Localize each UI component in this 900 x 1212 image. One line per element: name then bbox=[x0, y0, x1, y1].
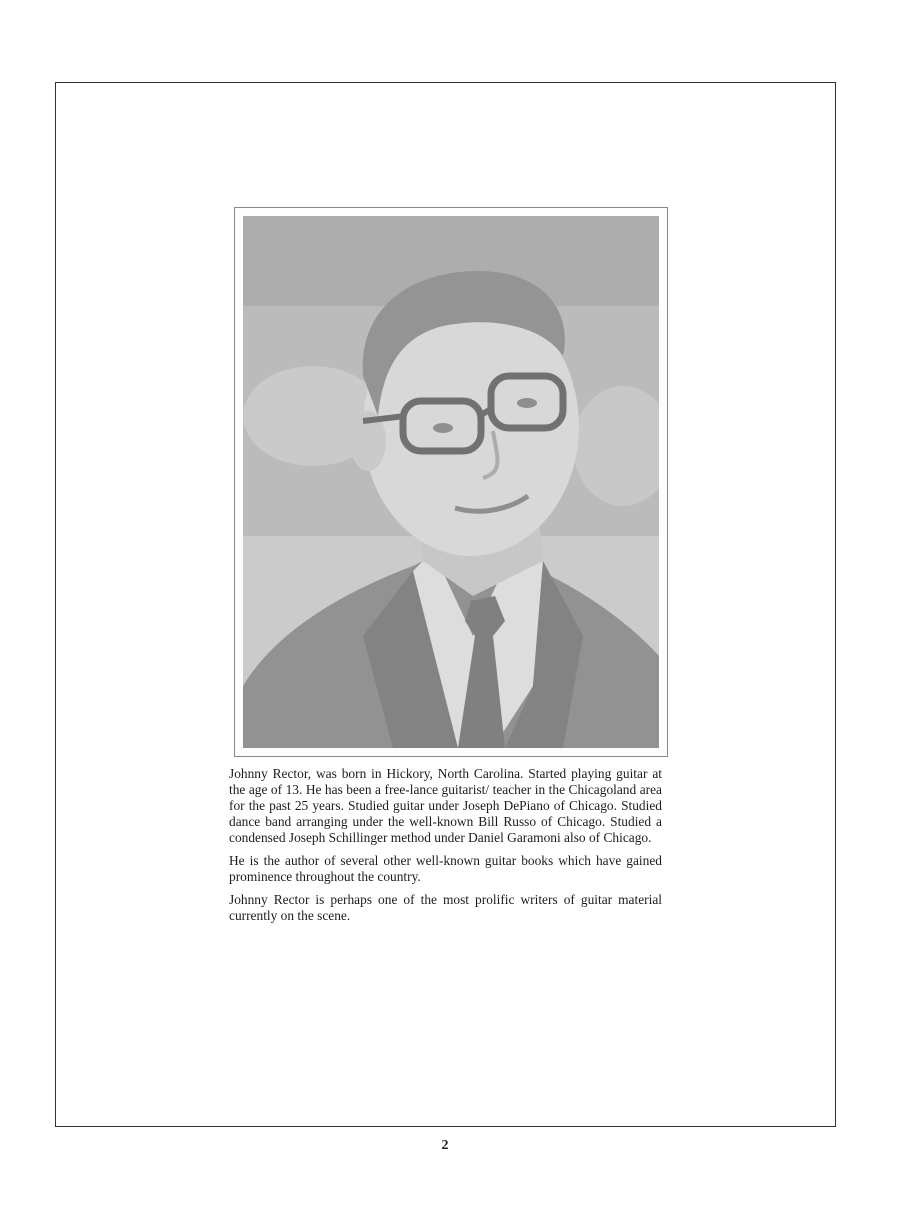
bio-paragraph: Johnny Rector is perhaps one of the most prolific writers of guitar material currently on the scene. bbox=[229, 892, 662, 923]
author-biography bbox=[229, 766, 662, 931]
bio-paragraph: He is the author of several other well-known guitar books which have gained prominence throughout the country. bbox=[229, 853, 662, 884]
author-portrait-photo bbox=[243, 216, 659, 748]
bio-paragraph: Johnny Rector, was born in Hickory, North Carolina. Started playing guitar at the age of 13. He has been a free-lance guitarist/ teacher in the Chicagoland area for the past 25 years. Studied guitar under Joseph DePiano of Chicago. Studied dance band arranging under the well-known Bill Russo of Chicago. Studied a condensed Joseph Schillinger method under Daniel Garamoni also of Chicago. bbox=[229, 766, 662, 845]
portrait-frame bbox=[234, 207, 668, 757]
page-number: 2 bbox=[441, 1138, 449, 1153]
